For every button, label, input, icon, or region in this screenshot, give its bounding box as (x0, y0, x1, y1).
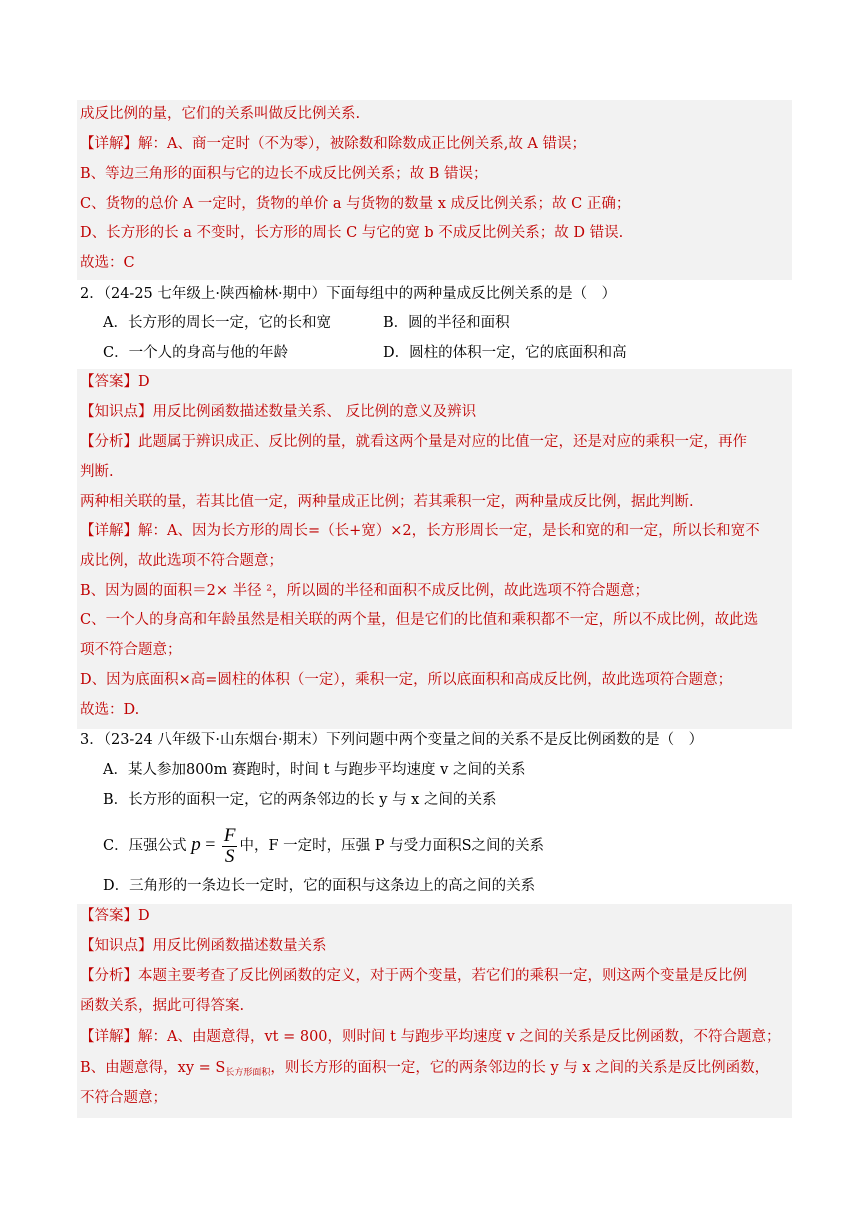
pressure-fraction (222, 826, 238, 867)
analysis-tag: 【分析】 (80, 434, 138, 450)
knowledge-line (80, 936, 327, 956)
detail-line: B、因为圆的面积＝2× 半径 ²，所以圆的半径和面积不成反比例，故此选项不符合题意； (80, 583, 650, 599)
area-subscript: 长方形面积 (225, 1068, 271, 1078)
answer-tag: 【答案】 (80, 374, 138, 390)
fraction-numerator: F (223, 824, 236, 846)
detail-text-prefix: B、由题意得，xy = S (80, 1060, 226, 1076)
option-c: C．一个人的身高与他的年龄 (103, 345, 289, 361)
analysis-line: 判断. (80, 464, 114, 480)
knowledge-line (80, 402, 476, 422)
answer-value: D (138, 908, 150, 924)
pressure-symbol: p (191, 834, 201, 855)
question-3-stem: 3．（23-24 八年级下·山东烟台·期末）下列问题中两个变量之间的关系不是反比例函数的是（ ） (80, 732, 704, 748)
detail-line: C、货物的总价 A 一定时，货物的单价 a 与货物的数量 x 成反比例关系；故 C 正确； (80, 196, 631, 212)
detail-line (80, 134, 586, 154)
detail-line: D、长方形的长 a 不变时，长方形的周长 C 与它的宽 b 不成反比例关系；故 D 错误. (80, 225, 624, 241)
analysis-text: 本题主要考查了反比例函数的定义，对于两个变量，若它们的乘积一定，则这两个变量是反比例 (138, 968, 747, 984)
detail-text: 解：A、因为长方形的周长=（长+宽）×2，长方形周长一定，是长和宽的和一定，所以长和宽不 (138, 523, 760, 539)
detail-line (80, 521, 760, 541)
detail-text-suffix: ，则长方形的面积一定，它的两条邻边的长 y 与 x 之间的关系是反比例函数， (270, 1060, 770, 1076)
detail-tag: 【详解】 (80, 523, 138, 539)
answer-line (80, 372, 150, 392)
question-2-stem: 2．（24-25 七年级上·陕西榆林·期中）下面每组中的两种量成反比例关系的是（ ） (80, 286, 617, 302)
analysis-text: 此题属于辨识成正、反比例的量，就看这两个量是对应的比值一定，还是对应的乘积一定，再作 (138, 434, 747, 450)
analysis-line (80, 966, 747, 986)
detail-tag: 【详解】 (80, 1029, 138, 1045)
knowledge-tag: 【知识点】 (80, 938, 153, 954)
option-c: C．压强公式 p = $\frac{F}{S}$ 中，F 一定时，压强 P 与受力面积S之间的关系 (103, 824, 545, 867)
solution-box-1 (77, 100, 792, 280)
explanation-line: 成反比例的量，它们的关系叫做反比例关系. (80, 106, 361, 122)
detail-text: 解：A、商一定时（不为零），被除数和除数成正比例关系,故 A 错误； (138, 136, 587, 152)
detail-line: C、一个人的身高和年龄虽然是相关联的两个量，但是它们的比值和乘积都不一定，所以不成比例，故此选 (80, 612, 759, 628)
detail-line: 不符合题意； (80, 1090, 167, 1106)
answer-choice-line: 故选：C (80, 255, 135, 271)
option-a: A．某人参加800m 赛跑时，时间 t 与跑步平均速度 v 之间的关系 (103, 762, 526, 778)
answer-tag: 【答案】 (80, 908, 138, 924)
option-d: D．三角形的一条边长一定时，它的面积与这条边上的高之间的关系 (103, 878, 536, 894)
option-a: A．长方形的周长一定，它的长和宽 (103, 315, 331, 331)
detail-text: 解：A、由题意得，vt = 800，则时间 t 与跑步平均速度 v 之间的关系是反比例函数，不符合题意； (138, 1029, 781, 1045)
knowledge-text: 用反比例函数描述数量关系、 反比例的意义及辨识 (152, 404, 477, 420)
fraction-denominator: S (224, 845, 235, 867)
analysis-line (80, 432, 747, 452)
answer-value: D (138, 374, 150, 390)
option-b: B．圆的半径和面积 (383, 315, 510, 331)
detail-line (80, 1058, 769, 1083)
analysis-line: 两种相关联的量，若其比值一定，两种量成正比例；若其乘积一定，两种量成反比例，据此判断. (80, 494, 694, 510)
option-b: B．长方形的面积一定，它的两条邻边的长 y 与 x 之间的关系 (103, 792, 497, 808)
option-c-suffix: 中，F 一定时，压强 P 与受力面积S之间的关系 (239, 838, 545, 854)
detail-line: B、等边三角形的面积与它的边长不成反比例关系；故 B 错误； (80, 166, 488, 182)
answer-line (80, 906, 150, 926)
option-d: D．圆柱的体积一定，它的底面积和高 (383, 345, 627, 361)
knowledge-text: 用反比例函数描述数量关系 (152, 938, 327, 954)
analysis-tag: 【分析】 (80, 968, 138, 984)
analysis-line: 函数关系，据此可得答案. (80, 998, 245, 1014)
detail-line: 成比例，故此选项不符合题意； (80, 553, 283, 569)
detail-tag: 【详解】 (80, 136, 138, 152)
detail-line: 项不符合题意； (80, 642, 182, 658)
detail-line (80, 1027, 781, 1047)
option-c-prefix: C．压强公式 (103, 838, 187, 854)
knowledge-tag: 【知识点】 (80, 404, 153, 420)
detail-line: D、因为底面积×高=圆柱的体积（一定），乘积一定，所以底面积和高成反比例，故此选项符合题意； (80, 672, 733, 688)
answer-choice-line: 故选：D. (80, 702, 140, 718)
